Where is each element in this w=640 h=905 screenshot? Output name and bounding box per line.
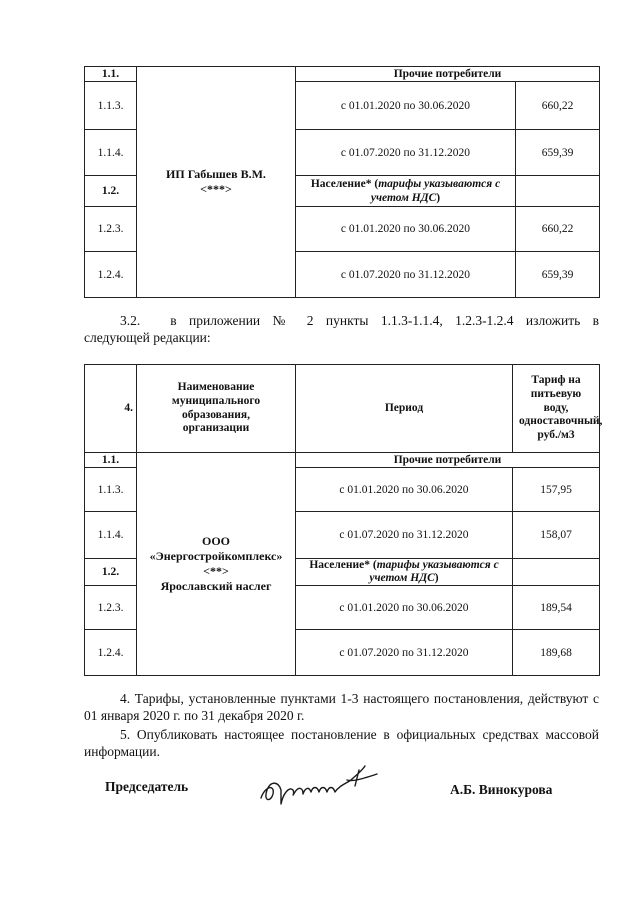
population-number: 1.2. [85,176,137,207]
population-label-bold: Население* ( [309,559,377,571]
section-label: Прочие потребители [296,67,600,82]
value-cell: 659,39 [516,130,600,176]
value-cell: 189,54 [513,586,600,630]
row-number: 1.1.4. [85,130,137,176]
paragraph-3-2 [84,312,599,346]
population-label [296,559,513,586]
period-cell: с 01.01.2020 по 30.06.2020 [296,207,516,252]
period-cell: с 01.07.2020 по 31.12.2020 [296,130,516,176]
header-tariff: Тариф на питьевую воду, одноставочный, руб./м3 [513,365,600,453]
section-label: Прочие потребители [296,453,600,468]
organization-mark: <**> [203,564,229,578]
organization-cell [137,453,296,676]
organization-line-1: ООО [201,534,230,548]
row-number: 1.2.3. [85,586,137,630]
organization-cell [137,67,296,298]
period-cell: с 01.01.2020 по 30.06.2020 [296,586,513,630]
organization-line-2: «Энергостройкомплекс» [149,549,283,563]
value-cell: 189,68 [513,630,600,676]
paragraph-4: 4. Тарифы, установленные пунктами 1-3 настоящего постановления, действуют с 01 января 2020 г. по 31 декабря 2020 г. [84,691,599,723]
value-cell: 157,95 [513,468,600,512]
period-cell: с 01.07.2020 по 31.12.2020 [296,630,513,676]
paragraph-3-2-line2: следующей редакции: [84,330,211,345]
tariff-table-2 [84,364,603,676]
row-number: 1.1.4. [85,512,137,559]
population-label-italic: тарифы указываются с учетом НДС [369,559,499,584]
organization-mark: <***> [200,182,232,196]
section-number: 1.1. [85,453,137,468]
row-number: 1.2.3. [85,207,137,252]
period-cell: с 01.01.2020 по 30.06.2020 [296,468,513,512]
population-label [296,176,516,207]
period-cell: с 01.07.2020 по 31.12.2020 [296,252,516,298]
value-cell: 660,22 [516,207,600,252]
table-header-row [85,365,600,453]
section-number: 1.1. [85,67,137,82]
paragraph-5: 5. Опубликовать настоящее постановление в официальных средствах массовой информации. [84,727,599,759]
empty-cell [513,559,600,586]
row-number: 1.2.4. [85,630,137,676]
value-cell: 158,07 [513,512,600,559]
tariff-table-1 [84,66,600,298]
organization-name: ИП Габышев В.М. [166,167,266,181]
signatory-name: А.Б. Винокурова [450,782,553,797]
row-number: 1.2.4. [85,252,137,298]
period-cell: с 01.07.2020 по 31.12.2020 [296,512,513,559]
handwritten-signature [255,760,385,810]
row-number: 1.1.3. [85,82,137,130]
signatory-title: Председатель [105,779,189,794]
population-label-end: ) [434,572,439,584]
population-label-end: ) [436,192,441,204]
value-cell: 660,22 [516,82,600,130]
header-organization: Наименование муниципального образования, организации [137,365,296,453]
population-label-italic: тарифы указываются с учетом НДС [370,178,501,204]
empty-cell [516,176,600,207]
paragraph-3-2-text: в приложении № 2 пункты 1.1.3-1.1.4, 1.2.3-1.2.4 изложить в [170,313,599,328]
organization-line-3: Ярославский наслег [160,579,272,593]
value-cell: 659,39 [516,252,600,298]
table-row [85,67,600,82]
row-number: 1.1.3. [85,468,137,512]
paragraph-3-2-line1 [84,312,599,329]
header-period: Период [296,365,513,453]
header-number-text: 4. [124,401,133,414]
period-cell: с 01.01.2020 по 30.06.2020 [296,82,516,130]
header-number [85,365,137,453]
table-row [85,453,600,468]
population-number: 1.2. [85,559,137,586]
paragraph-3-2-number: 3.2. [120,313,141,328]
population-label-bold: Население* ( [310,178,379,190]
